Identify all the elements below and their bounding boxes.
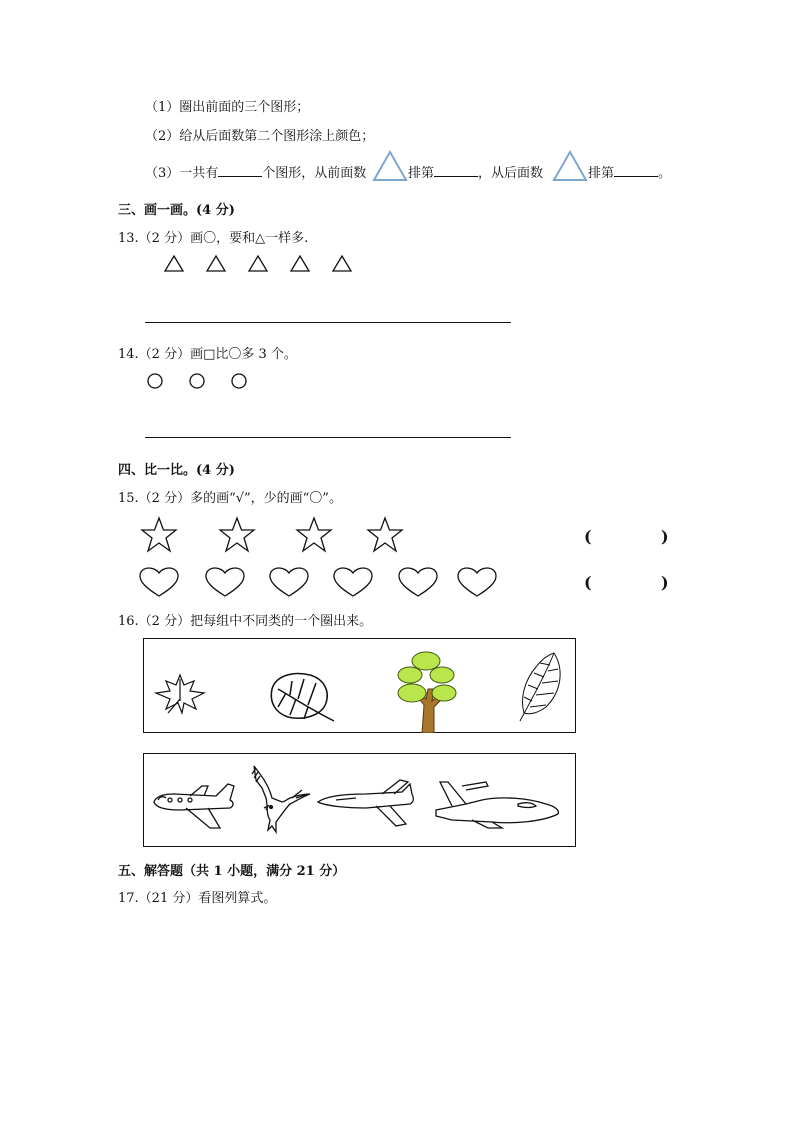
heart-row — [138, 566, 503, 600]
section-4-title: 四、比一比。(4 分) — [118, 463, 235, 478]
leaf-icon[interactable] — [264, 669, 340, 725]
circle-icon — [190, 374, 204, 388]
heart-icon — [399, 568, 437, 596]
airplane-icon-1[interactable] — [150, 782, 236, 834]
q13-text: 13.（2 分）画〇，要和△一样多. — [118, 231, 309, 246]
q12-item3-text-d: ，从后面数 — [478, 166, 544, 181]
jet-icon[interactable] — [316, 778, 416, 832]
q12-item3-text-f: 。 — [658, 166, 672, 181]
star-icon — [297, 518, 331, 551]
triangle-icon-2 — [552, 150, 588, 182]
q14-text: 14.（2 分）画□比〇多 3 个。 — [118, 347, 297, 362]
q15-text: 15.（2 分）多的画“√”，少的画“〇”。 — [118, 491, 342, 506]
star-icon — [142, 518, 176, 551]
q12-item3-text-c: 排第 — [408, 166, 435, 181]
star-icon — [220, 518, 254, 551]
heart-icon — [270, 568, 308, 596]
circle-icon — [148, 374, 162, 388]
q12-item3-text-e: 排第 — [588, 166, 615, 181]
q12-item-2: （2）给从后面数第二个图形涂上颜色； — [145, 129, 375, 144]
circle-icon — [232, 374, 246, 388]
q12-item-3-part3 — [588, 162, 671, 181]
bird-icon[interactable] — [242, 764, 314, 838]
q12-item-3 — [145, 150, 367, 181]
q12-item3-text-b: 个图形，从前面数 — [262, 166, 367, 181]
section-3-title: 三、画一画。(4 分) — [118, 203, 235, 218]
section-5-title: 五、解答题（共 1 小题，满分 21 分） — [118, 864, 346, 879]
heart-icon — [458, 568, 496, 596]
triangle-icon-1 — [372, 150, 408, 182]
spaceplane-icon[interactable] — [432, 776, 564, 832]
triangle-icon — [207, 256, 225, 271]
drawing-answer-line-q13[interactable] — [145, 322, 511, 323]
drawing-answer-line-q14[interactable] — [145, 437, 511, 438]
triangle-icon — [165, 256, 183, 271]
q12-item-3-part2 — [408, 162, 543, 181]
triangle-icon — [291, 256, 309, 271]
star-row — [140, 516, 420, 554]
paren-close-stars: ) — [661, 527, 669, 546]
answer-box-hearts[interactable] — [595, 574, 659, 592]
q16-text: 16.（2 分）把每组中不同类的一个圈出来。 — [118, 614, 373, 629]
star-icon — [368, 518, 402, 551]
heart-icon — [140, 568, 178, 596]
paren-close-hearts: ) — [661, 573, 669, 592]
heart-icon — [206, 568, 244, 596]
group-box-flying — [143, 753, 576, 847]
answer-box-stars[interactable] — [595, 528, 659, 546]
q12-item-1: （1）圈出前面的三个图形； — [145, 100, 310, 115]
q17-text: 17.（21 分）看图列算式。 — [118, 891, 277, 906]
maple-leaf-icon[interactable] — [152, 671, 208, 715]
birch-leaf-icon[interactable] — [516, 651, 566, 723]
answer-blank-position-back[interactable] — [614, 162, 658, 177]
heart-icon — [334, 568, 372, 596]
triangle-icon — [333, 256, 351, 271]
group-box-plants — [143, 638, 576, 733]
paren-open-hearts: ( — [584, 573, 592, 592]
q12-item3-text-a: （3）一共有 — [145, 166, 219, 181]
q13-triangles — [163, 253, 363, 273]
tree-icon[interactable] — [392, 649, 462, 733]
answer-blank-position-front[interactable] — [434, 162, 478, 177]
paren-open-stars: ( — [584, 527, 592, 546]
q14-circles — [145, 371, 255, 391]
triangle-icon — [249, 256, 267, 271]
answer-blank-count[interactable] — [218, 162, 262, 177]
